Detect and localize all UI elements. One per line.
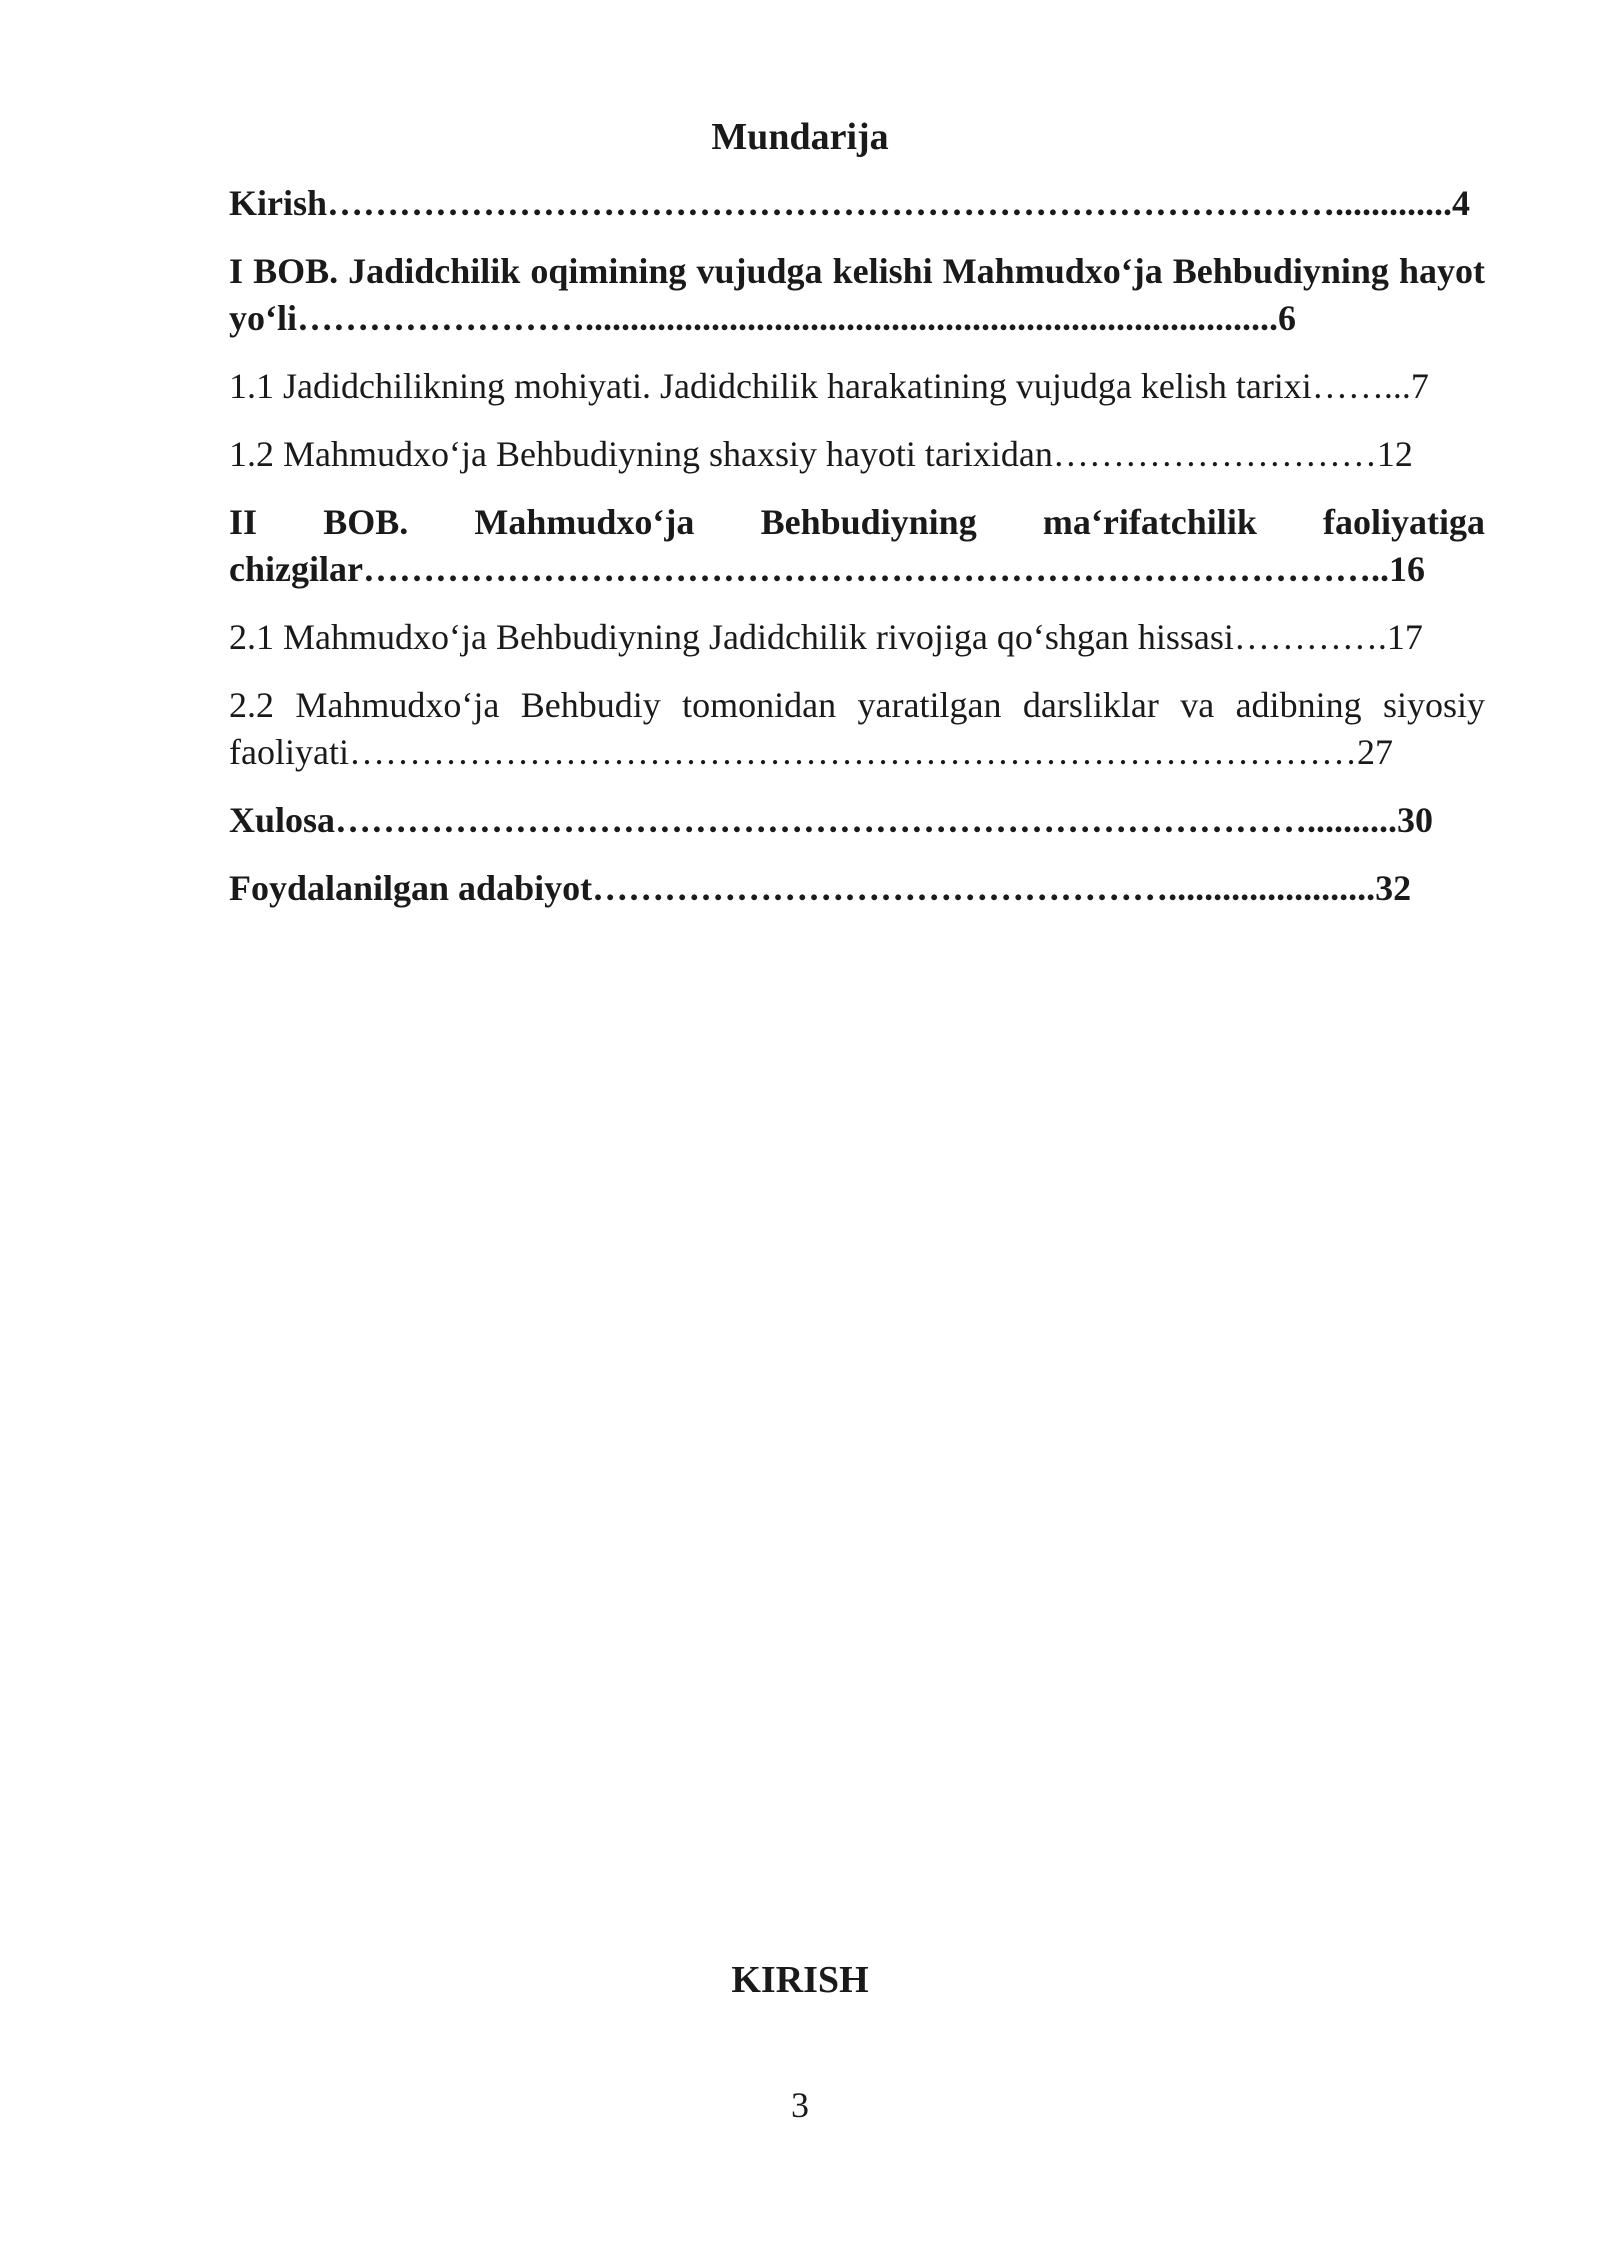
page-number: 3 <box>791 2085 809 2125</box>
toc-entry-section-1-1: 1.1 Jadidchilikning mohiyati. Jadidchilik harakatining vujudga kelish tarixi……...7 <box>229 366 1429 406</box>
toc-entry-chapter-1: I BOB. Jadidchilik oqimining vujudga kelishi Mahmudxo‘ja Behbudiyning hayot yo‘li…………………….............................................................................6 <box>229 251 1485 338</box>
section-heading-kirish: KIRISH <box>731 1959 869 2001</box>
table-of-contents <box>229 180 1485 933</box>
toc-entry-kirish: Kirish………………………………………………………………………….............4 <box>229 183 1471 223</box>
toc-entry-xulosa: Xulosa………………………………………………………………………..........30 <box>229 800 1434 840</box>
toc-entry-section-2-1: 2.1 Mahmudxo‘ja Behbudiyning Jadidchilik rivojiga qo‘shgan hissasi………….17 <box>229 617 1423 657</box>
toc-entry-chapter-2: II BOB. Mahmudxo‘ja Behbudiyning ma‘rifatchilik faoliyatiga chizgilar…………………………………………………………………………..16 <box>229 502 1485 589</box>
toc-entry-references: Foydalanilgan adabiyot………………………………………….......................32 <box>229 868 1412 908</box>
toc-entry-section-1-2: 1.2 Mahmudxo‘ja Behbudiyning shaxsiy hayoti tarixidan………………………12 <box>229 434 1413 474</box>
page-title: Mundarija <box>711 116 889 158</box>
toc-entry-section-2-2: 2.2 Mahmudxo‘ja Behbudiy tomonidan yaratilgan darsliklar va adibning siyosiy faoliyati…………………………………………………………………………27 <box>229 685 1485 772</box>
